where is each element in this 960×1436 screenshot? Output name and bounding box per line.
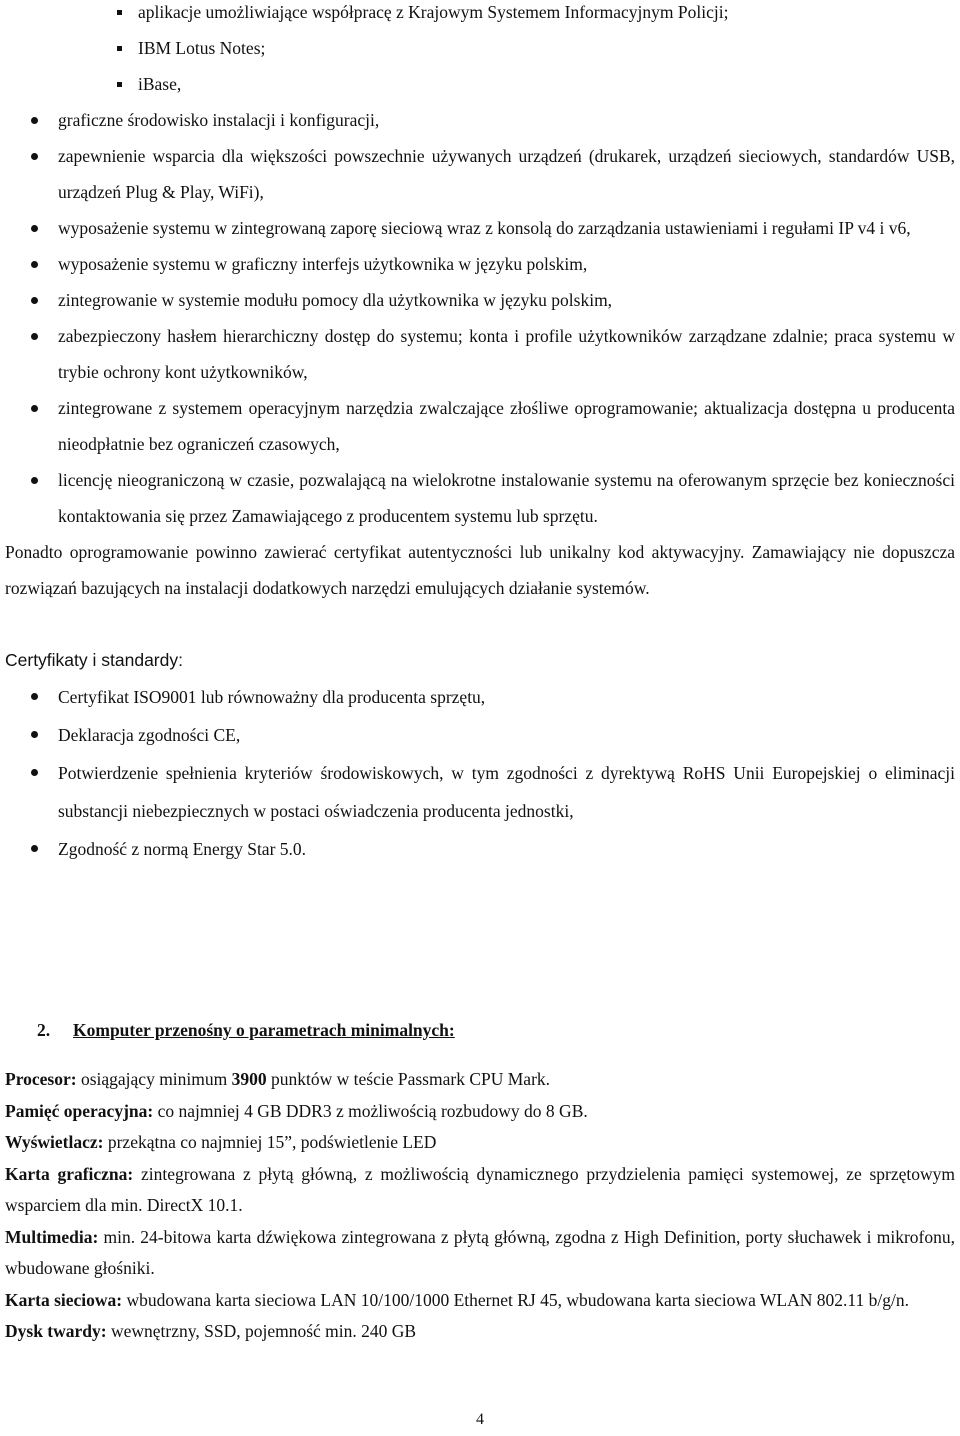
list-item: aplikacje umożliwiające współpracę z Krajowym Systemem Informacyjnym Policji;: [5, 0, 955, 30]
list-item: Zgodność z normą Energy Star 5.0.: [5, 830, 955, 868]
list-item: IBM Lotus Notes;: [5, 30, 955, 66]
list-item: wyposażenie systemu w graficzny interfejs użytkownika w języku polskim,: [5, 246, 955, 282]
section-2-heading: [37, 1012, 455, 1048]
sub-list: [5, 0, 955, 102]
body-paragraph: Ponadto oprogramowanie powinno zawierać certyfikat autentyczności lub unikalny kod aktywacyjny. Zamawiający nie dopuszcza rozwiązań bazujących na instalacji dodatkowych narzędzi emulujących działanie systemów.: [5, 542, 955, 598]
spec-multimedia: Multimedia: min. 24-bitowa karta dźwiękowa zintegrowana z płytą główną, zgodna z High Definition, porty słuchawek i mikrofonu, wbudowane głośniki.: [5, 1226, 955, 1278]
list-item: Certyfikat ISO9001 lub równoważny dla producenta sprzętu,: [5, 678, 955, 716]
section-number: 2.: [37, 1020, 51, 1040]
section-title: Komputer przenośny o parametrach minimalnych:: [73, 1020, 455, 1040]
spec-gpu: Karta graficzna: zintegrowana z płytą główną, z możliwością dynamicznego przydzielenia pamięci systemowej, ze sprzętowym wsparciem dla min. DirectX 10.1.: [5, 1163, 955, 1215]
spec-display: Wyświetlacz: przekątna co najmniej 15”, podświetlenie LED: [5, 1132, 437, 1152]
list-item: zintegrowane z systemem operacyjnym narzędzia zwalczające złośliwe oprogramowanie; aktualizacja dostępna u producenta nieodpłatnie bez ograniczeń czasowych,: [5, 390, 955, 462]
spec-list: [5, 1064, 955, 1348]
list-item: Deklaracja zgodności CE,: [5, 716, 955, 754]
spec-ram: Pamięć operacyjna: co najmniej 4 GB DDR3 z możliwością rozbudowy do 8 GB.: [5, 1100, 588, 1121]
requirements-block: [5, 0, 955, 868]
page-number: 4: [476, 1411, 484, 1428]
list-item: zintegrowanie w systemie modułu pomocy dla użytkownika w języku polskim,: [5, 282, 955, 318]
cert-list: [5, 678, 955, 868]
spec-cpu: Procesor: osiągający minimum 3900 punktów w teście Passmark CPU Mark.: [5, 1069, 551, 1089]
list-item: licencję nieograniczoną w czasie, pozwalającą na wielokrotne instalowanie systemu na oferowanym sprzęcie bez konieczności kontaktowania się przez Zamawiającego z producentem systemu lub sprzętu.: [5, 462, 955, 534]
spec-disk: Dysk twardy: wewnętrzny, SSD, pojemność min. 240 GB: [5, 1321, 417, 1341]
list-item: Potwierdzenie spełnienia kryteriów środowiskowych, w tym zgodności z dyrektywą RoHS Unii Europejskiej o eliminacji substancji niebezpiecznych w postaci oświadczenia producenta jednostki,: [5, 754, 955, 830]
section-heading: Certyfikaty i standardy:: [5, 650, 183, 670]
list-item: zabezpieczony hasłem hierarchiczny dostęp do systemu; konta i profile użytkowników zarządzane zdalnie; praca systemu w trybie ochrony kont użytkowników,: [5, 318, 955, 390]
list-item: graficzne środowisko instalacji i konfiguracji,: [5, 102, 955, 138]
list-item: zapewnienie wsparcia dla większości powszechnie używanych urządzeń (drukarek, urządzeń sieciowych, standardów USB, urządzeń Plug & Play, WiFi),: [5, 138, 955, 210]
features-list: [5, 102, 955, 534]
list-item: iBase,: [5, 66, 955, 102]
spec-network: Karta sieciowa: wbudowana karta sieciowa LAN 10/100/1000 Ethernet RJ 45, wbudowana karta sieciowa WLAN 802.11 b/g/n.: [5, 1289, 909, 1310]
list-item: wyposażenie systemu w zintegrowaną zaporę sieciową wraz z konsolą do zarządzania ustawieniami i regułami IP v4 i v6,: [5, 210, 955, 246]
